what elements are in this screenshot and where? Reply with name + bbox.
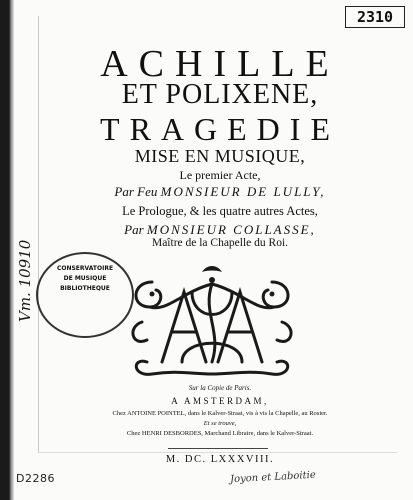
imprint-printer-2: Chez HENRI DESBORDES, Marchand Libraire, dans le Kalver-Straat.	[126, 430, 314, 437]
book-binding-edge	[0, 0, 14, 500]
par-prefix: Par	[124, 222, 144, 237]
handwritten-signature: Joyon et Laboitie	[229, 469, 317, 486]
stamp-line-1: CONSERVATOIRE	[56, 265, 114, 272]
shelfmark: Vm. 10910	[16, 239, 34, 322]
par-feu-prefix: Par Feu	[114, 184, 158, 199]
imprint-date: M. DC. LXXXVIII.	[165, 454, 275, 465]
title-line-2: ET POLIXENE,	[121, 79, 319, 110]
copy-note: Sur la Copie de Paris.	[188, 384, 252, 392]
title-line-1: ACHILLE	[100, 43, 340, 85]
composer2-name: MONSIEUR COLLASSE,	[146, 222, 316, 237]
imprint-also-found: Et se trouve,	[203, 420, 237, 427]
imprint-city: A AMSTERDAM,	[171, 396, 269, 406]
stamp-line-3: BIBLIOTHEQUE	[60, 285, 110, 292]
imprint-printer-1: Chez ANTOINE POINTEL, dans le Kalver-Straat, vis à vis la Chapelle, au Rosier.	[112, 410, 328, 417]
composer1-name: MONSIEUR DE LULLY,	[160, 184, 326, 199]
title-line-4: MISE EN MUSIQUE,	[134, 146, 306, 166]
stamp-line-2: DE MUSIQUE	[63, 275, 107, 282]
composer2-title: Maître de la Chapelle du Roi.	[151, 237, 289, 249]
library-number-stamp: 2310	[345, 6, 405, 28]
date-rule	[168, 448, 268, 449]
title-line-3: TRAGEDIE	[100, 111, 340, 147]
composer1-credit	[40, 184, 400, 200]
prologue-credit: Le Prologue, & les quatre autres Actes,	[122, 204, 318, 218]
monogram-ornament-icon	[122, 262, 302, 384]
library-stamp	[36, 252, 134, 338]
bottom-left-shelfmark: D2286	[16, 472, 55, 485]
first-act-credit: Le premier Acte,	[179, 168, 261, 182]
